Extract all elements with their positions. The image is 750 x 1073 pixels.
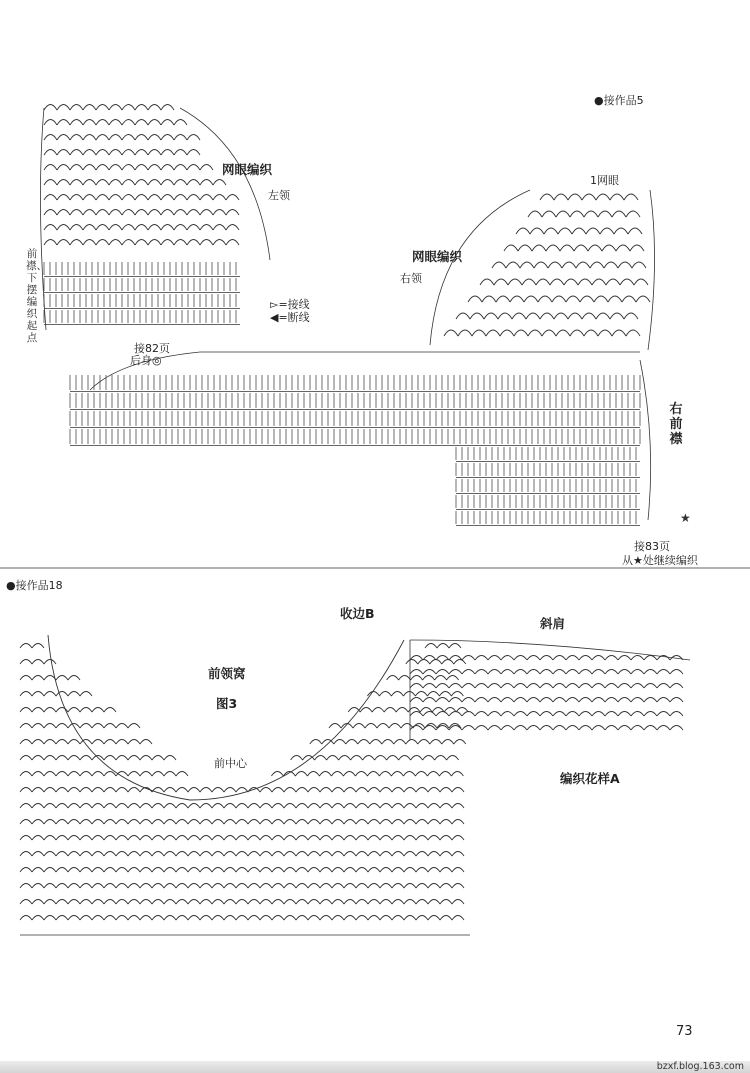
mesh-arc-row (410, 656, 683, 661)
page-number: 73 (676, 1024, 693, 1039)
mesh-arc-row (425, 644, 461, 649)
mesh-arc-row (44, 150, 200, 156)
mesh-arc-row (44, 225, 239, 231)
mesh-arc-row (410, 712, 683, 717)
mesh-arc-row (20, 692, 92, 697)
mesh-arc-row (504, 245, 644, 251)
mesh-arc-row (348, 708, 468, 713)
slant-shoulder-label: 斜肩 (540, 616, 566, 631)
right-placket-edge (640, 360, 651, 520)
legend-join: ▻=接线 (270, 298, 310, 311)
left-edge-chain (40, 108, 46, 330)
right-collar-arc (430, 190, 530, 345)
mesh-arc-row (492, 262, 646, 268)
mesh-arc-row (44, 180, 226, 186)
mesh-arc-row (20, 836, 464, 841)
mesh-arc-row (406, 660, 466, 665)
footer-bar (0, 1061, 750, 1073)
ref-83-label: 接83页 (634, 540, 670, 553)
legend-cut: ◀=断线 (270, 311, 310, 324)
mesh-arc-row (20, 740, 152, 745)
join-marker-icon: ▻ (270, 298, 279, 311)
front-placket-start-label: 前襟、下摆编织起点 (26, 248, 47, 344)
mesh-arc-row (468, 296, 650, 302)
section1-title: ●接作品5 (594, 94, 644, 107)
left-collar-label: 左领 (268, 189, 290, 202)
stitch-grid (44, 262, 240, 325)
right-edge-chain (648, 190, 655, 350)
mesh-arc-row (310, 740, 466, 745)
pattern-a-label: 编织花样A (560, 771, 620, 786)
mesh-arc-row (20, 804, 464, 809)
watermark: bzxf.blog.163.com (656, 1061, 744, 1072)
mesh-arc-row (20, 820, 464, 825)
mesh-arc-row (540, 194, 638, 200)
mesh-arc-row (20, 644, 44, 649)
right-placket-label: 右前襟 (669, 402, 683, 447)
mesh-arc-row (410, 670, 683, 675)
mesh-arc-row (291, 756, 459, 761)
mesh-arc-row (44, 165, 213, 171)
mesh-arc-row (44, 240, 239, 246)
mesh-arc-row (367, 692, 463, 697)
front-center-label: 前中心 (214, 757, 247, 770)
mesh-arc-row (20, 884, 464, 889)
mesh-arc-row (44, 210, 239, 216)
mesh-arc-row (20, 676, 80, 681)
right-collar-label: 右领 (400, 272, 422, 285)
mesh-arc-row (20, 868, 464, 873)
mesh-arc-row (456, 313, 638, 319)
mesh-arc-row (387, 676, 459, 681)
mesh-arc-row (44, 195, 239, 201)
mesh-arc-row (410, 698, 683, 703)
mesh-arc-row (20, 900, 464, 905)
mesh-arc-row (516, 228, 642, 234)
mesh-arc-row (410, 684, 683, 689)
mesh-arc-row (20, 772, 188, 777)
mesh-arc-row (271, 772, 463, 777)
mesh-arc-row (20, 660, 56, 665)
ref-82-label: 接82页 (134, 342, 170, 355)
mesh-arc-row (444, 330, 640, 336)
mesh-arc-row (20, 788, 464, 793)
mesh-arc-row (20, 916, 464, 921)
front-neckline-label: 前领窝 (208, 666, 246, 681)
neckline-curve (48, 635, 404, 800)
one-mesh-label: 1网眼 (590, 174, 619, 187)
mesh-arc-row (480, 279, 648, 285)
mesh-arc-row (44, 135, 200, 141)
mesh-arc-row (44, 105, 174, 111)
mesh-arc-row (20, 852, 464, 857)
mesh-arc-row (20, 708, 116, 713)
star-icon: ★ (680, 511, 691, 525)
cut-marker-icon: ◀ (270, 311, 279, 324)
mesh-arc-row (44, 120, 187, 126)
mesh-label-left: 网眼编织 (222, 162, 273, 177)
section2-title: ●接作品18 (6, 579, 63, 592)
continue-from-star-label: 从★处继续编织 (622, 554, 698, 567)
mesh-arc-row (528, 211, 640, 217)
stitch-grid (456, 447, 640, 526)
back-body-label: 后身◎ (130, 354, 162, 367)
mesh-arc-row (20, 724, 140, 729)
stitch-grid (70, 375, 640, 446)
figure-label: 图3 (216, 696, 238, 711)
edge-b-label: 收边B (340, 606, 375, 621)
mesh-label-right: 网眼编织 (412, 249, 463, 264)
